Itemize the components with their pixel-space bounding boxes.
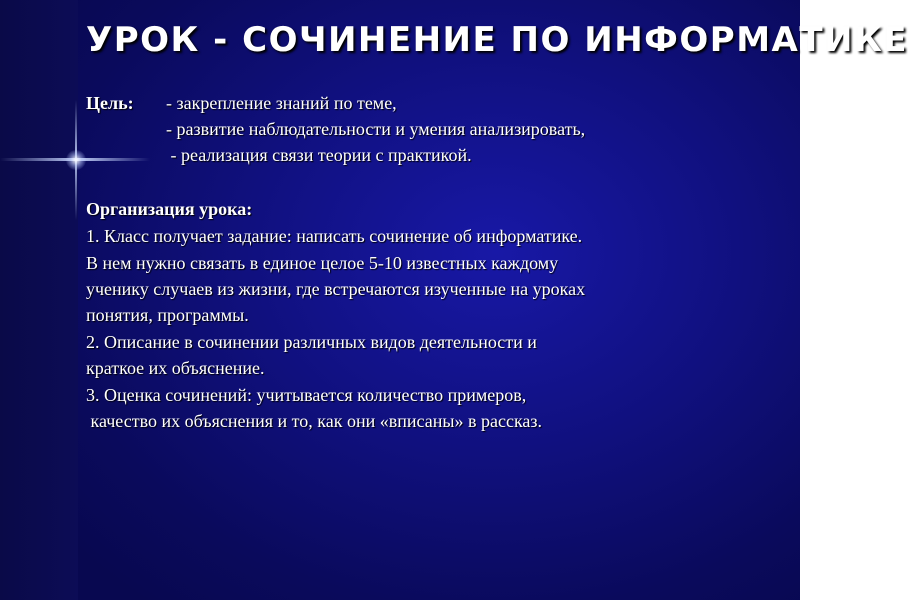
organization-line: ученику случаев из жизни, где встречаются изученные на уроках — [86, 279, 586, 299]
organization-line: В нем нужно связать в единое целое 5-10 известных каждому — [86, 253, 559, 273]
goal-item: - развитие наблюдательности и умения анализировать, — [166, 119, 586, 139]
sparkle-star-icon — [66, 150, 86, 170]
organization-line: понятия, программы. — [86, 305, 249, 325]
goal-item: - закрепление знаний по теме, — [166, 93, 397, 113]
organization-line: качество их объяснения и то, как они «вписаны» в рассказ. — [86, 411, 543, 431]
organization-line: краткое их объяснение. — [86, 358, 265, 378]
organization-line: 2. Описание в сочинении различных видов деятельности и — [86, 332, 537, 352]
goal-item: - реализация связи теории с практикой. — [166, 145, 472, 165]
slide-title: УРОК - СОЧИНЕНИЕ ПО ИНФОРМАТИКЕ — [86, 20, 908, 60]
goal-label: Цель: — [86, 93, 134, 113]
organization-line: 3. Оценка сочинений: учитывается количество примеров, — [86, 385, 527, 405]
organization-heading: Организация урока: — [86, 199, 253, 219]
organization-line: 1. Класс получает задание: написать сочинение об информатике. — [86, 226, 583, 246]
left-band-decoration — [0, 0, 78, 600]
